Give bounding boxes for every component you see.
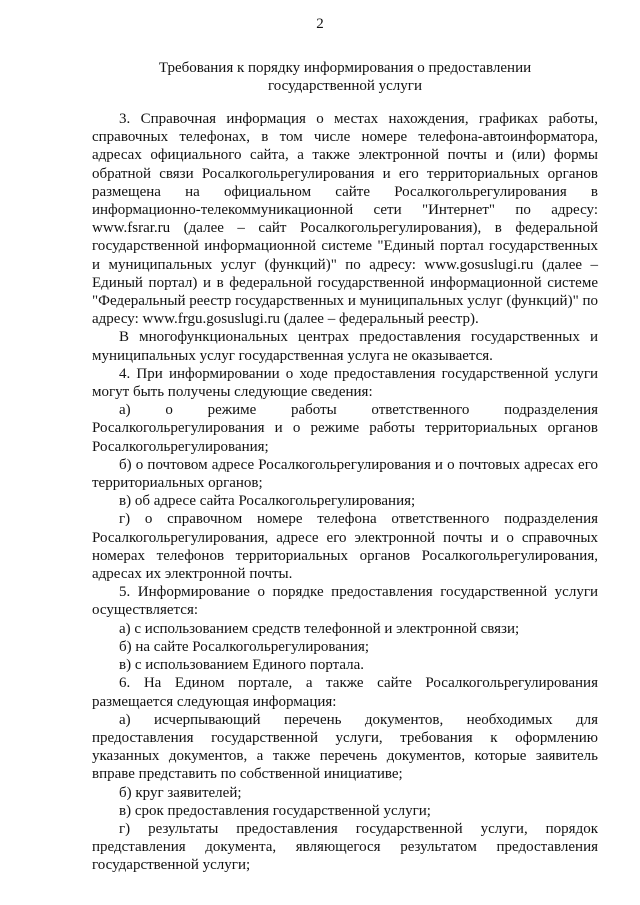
list-item-6a: а) исчерпывающий перечень документов, необходимых для предоставления государственной услуги, требования к оформлению указанных документов, а также перечень документов, которые заявитель вправе представить по собственной инициативе; <box>92 711 598 783</box>
list-item-4g: г) о справочном номере телефона ответственного подразделения Росалкогольрегулирования, адресе его электронной почты и о справочных номерах телефонов территориальных органов Росалкогольрегулирования, адресах их электронной почты. <box>92 511 598 583</box>
paragraph-3-contact-info: 3. Справочная информация о местах нахождения, графиках работы, справочных телефонах, в том числе номере телефона-автоинформатора, адресах официального сайта, а также электронной почты и (или) формы обратной связи Росалкогольрегулирования и его территориальных органов размещена на официальном сайте Росалкогольрегулирования в информационно-телекоммуникационной сети "Интернет" по адресу: www.fsrar.ru (далее – сайт Росалкогольрегулирования), в федеральной государственной информационной системе "Единый портал государственных и муниципальных услуг (функций)" по адресу: www.gosuslugi.ru (далее – Единый портал) и в федеральной государственной информационной системе "Федеральный реестр государственных и муниципальных услуг (функций)" по адресу: www.frgu.gosuslugi.ru (далее – федеральный реестр). <box>92 111 598 328</box>
list-item-6b: б) круг заявителей; <box>119 784 242 801</box>
section-title <box>92 59 598 95</box>
list-item-5b: б) на сайте Росалкогольрегулирования; <box>119 638 370 655</box>
list-item-6g: г) результаты предоставления государственной услуги, порядок представления документа, являющегося результатом предоставления государственной услуги; <box>92 820 598 874</box>
list-item-5a: а) с использованием средств телефонной и электронной связи; <box>119 620 520 637</box>
list-item-4b: б) о почтовом адресе Росалкогольрегулирования и о почтовых адресах его территориальных органов; <box>92 456 598 492</box>
section-title-line-2: государственной услуги <box>268 78 422 95</box>
paragraph-4-intro: 4. При информировании о ходе предоставления государственной услуги могут быть получены следующие сведения: <box>92 365 598 401</box>
document-body <box>92 110 598 875</box>
list-item-5v: в) с использованием Единого портала. <box>119 657 365 674</box>
paragraph-5-intro: 5. Информирование о порядке предоставления государственной услуги осуществляется: <box>92 584 598 619</box>
list-item-4a: а) о режиме работы ответственного подразделения Росалкогольрегулирования и о режиме работы территориальных органов Росалкогольрегулирования; <box>92 402 598 455</box>
list-item-4v: в) об адресе сайта Росалкогольрегулирования; <box>119 493 416 510</box>
paragraph-6-intro: 6. На Едином портале, а также сайте Росалкогольрегулирования размещается следующая информация: <box>92 675 598 710</box>
paragraph-mfc-note: В многофункциональных центрах предоставления государственных и муниципальных услуг государственная услуга не оказывается. <box>92 329 598 364</box>
section-title-line-1: Требования к порядку информирования о предоставлении <box>158 60 532 76</box>
list-item-6v: в) срок предоставления государственной услуги; <box>119 802 431 819</box>
page-number: 2 <box>316 16 324 32</box>
